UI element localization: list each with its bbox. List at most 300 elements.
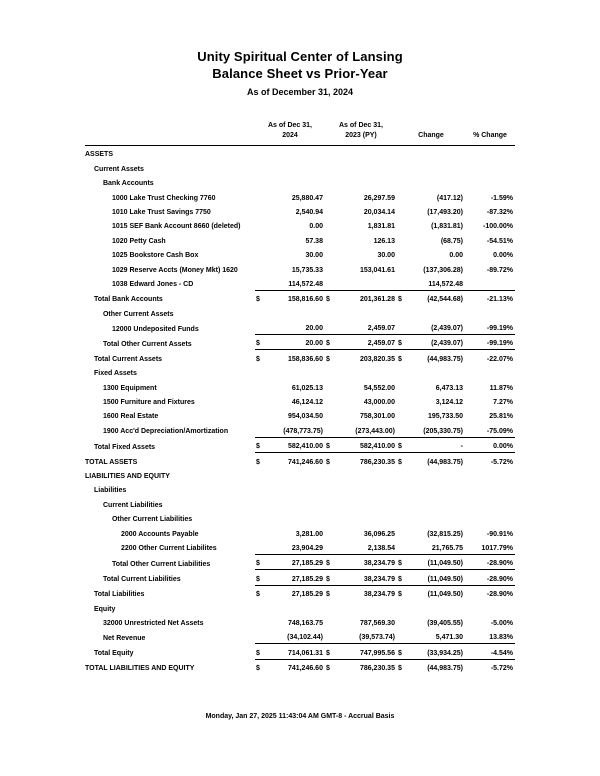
row-label: 1038 Edward Jones - CD — [111, 281, 194, 289]
column-header-prior-year — [325, 121, 397, 144]
row-label: ASSETS — [84, 151, 113, 159]
currency-symbol-prior-year: $ — [325, 290, 335, 305]
currency-symbol-change — [397, 204, 407, 218]
currency-symbol-change — [397, 600, 407, 614]
cell-change: - — [407, 437, 465, 452]
table-row — [85, 189, 515, 203]
cell-percent-change: -4.54% — [465, 644, 515, 659]
cell-percent-change: -28.90% — [465, 554, 515, 569]
cell-current-period — [265, 305, 325, 319]
cell-change: 0.00 — [449, 252, 463, 260]
cell-current-period — [265, 365, 325, 379]
table-row — [85, 350, 515, 365]
cell-percent-change: 0.00% — [493, 252, 513, 260]
currency-symbol-current-period — [255, 468, 265, 482]
currency-symbol-current-period: $ — [255, 290, 265, 305]
table-row — [85, 175, 515, 189]
currency-symbol-change — [397, 496, 407, 510]
cell-change: (39,405.55) — [427, 619, 463, 627]
cell-prior-year: 786,230.35 — [335, 659, 397, 674]
table-row — [85, 422, 515, 437]
cell-current-period: 741,246.60 — [265, 659, 325, 674]
currency-symbol-prior-year — [325, 160, 335, 174]
table-row — [85, 247, 515, 261]
row-label: Liabilities — [93, 487, 127, 495]
currency-symbol-prior-year — [325, 394, 335, 408]
currency-symbol-prior-year — [325, 175, 335, 189]
cell-change: 21,765.75 — [431, 544, 463, 552]
currency-symbol-current-period — [255, 189, 265, 203]
cell-change: 5,471.30 — [435, 634, 463, 642]
cell-prior-year — [335, 468, 397, 482]
currency-symbol-prior-year: $ — [325, 335, 335, 350]
currency-symbol-change: $ — [397, 570, 407, 585]
cell-current-period: 0.00 — [309, 223, 323, 231]
currency-symbol-prior-year — [325, 468, 335, 482]
currency-symbol-current-period — [255, 320, 265, 335]
currency-symbol-current-period: $ — [255, 554, 265, 569]
row-label: 1010 Lake Trust Savings 7750 — [111, 208, 211, 216]
currency-symbol-prior-year: $ — [325, 570, 335, 585]
cell-current-period: 20.00 — [305, 325, 323, 333]
row-label: Equity — [93, 605, 116, 613]
currency-symbol-current-period — [255, 482, 265, 496]
cell-percent-change — [465, 175, 515, 189]
cell-current-period — [265, 175, 325, 189]
cell-current-period: 30.00 — [305, 252, 323, 260]
cell-change: (68.75) — [440, 237, 463, 245]
cell-prior-year — [335, 305, 397, 319]
currency-symbol-change: $ — [397, 554, 407, 569]
column-header-prior-year-line2: 2023 (PY) — [345, 132, 377, 139]
cell-current-period: 20.00 — [265, 335, 325, 350]
currency-symbol-change — [397, 175, 407, 189]
currency-symbol-change — [397, 408, 407, 422]
currency-symbol-prior-year — [325, 600, 335, 614]
table-row — [85, 218, 515, 232]
currency-symbol-current-period — [255, 365, 265, 379]
cell-current-period: 2,540.94 — [295, 208, 323, 216]
cell-prior-year: 54,552.00 — [363, 384, 395, 392]
cell-prior-year — [335, 600, 397, 614]
table-row — [85, 511, 515, 525]
table-row — [85, 570, 515, 585]
currency-symbol-change — [397, 146, 407, 161]
row-label: 1020 Petty Cash — [111, 237, 166, 245]
currency-symbol-prior-year: $ — [325, 350, 335, 365]
row-label: Total Fixed Assets — [93, 443, 156, 451]
cell-percent-change — [465, 496, 515, 510]
currency-symbol-prior-year — [325, 379, 335, 393]
cell-prior-year: 38,234.79 — [335, 554, 397, 569]
currency-symbol-change: $ — [397, 290, 407, 305]
column-header-percent-change: % Change — [473, 132, 507, 139]
currency-symbol-change: $ — [397, 659, 407, 674]
cell-change: (44,983.75) — [407, 350, 465, 365]
cell-percent-change: -28.90% — [465, 570, 515, 585]
table-row — [85, 408, 515, 422]
row-label: 1000 Lake Trust Checking 7760 — [111, 194, 216, 202]
cell-prior-year: 2,459.07 — [335, 335, 397, 350]
table-row — [85, 554, 515, 569]
currency-symbol-current-period: $ — [255, 659, 265, 674]
cell-percent-change: -5.00% — [490, 619, 513, 627]
cell-current-period — [265, 468, 325, 482]
currency-symbol-prior-year: $ — [325, 453, 335, 468]
currency-symbol-current-period: $ — [255, 437, 265, 452]
currency-symbol-prior-year — [325, 232, 335, 246]
currency-symbol-change: $ — [397, 585, 407, 600]
cell-current-period: (478,773.75) — [283, 427, 323, 435]
cell-change: (11,049.50) — [407, 554, 465, 569]
company-name: Unity Spiritual Center of Lansing — [197, 49, 403, 64]
table-header — [85, 121, 515, 146]
cell-percent-change: -100.00% — [483, 223, 513, 231]
cell-change: 3,124.12 — [435, 399, 463, 407]
cell-change: (205,330.75) — [423, 427, 463, 435]
column-header-current-period-line1: As of Dec 31, — [268, 122, 312, 129]
cell-percent-change: -54.51% — [486, 237, 513, 245]
cell-percent-change — [465, 468, 515, 482]
currency-symbol-change — [397, 422, 407, 437]
currency-symbol-current-period — [255, 629, 265, 644]
table-row — [85, 394, 515, 408]
table-row — [85, 320, 515, 335]
cell-change: (137,306.28) — [423, 266, 463, 274]
cell-percent-change: -28.90% — [465, 585, 515, 600]
cell-percent-change: 7.27% — [493, 399, 513, 407]
column-header-current-period-line2: 2024 — [282, 132, 298, 139]
cell-prior-year: 2,138.54 — [367, 544, 395, 552]
currency-symbol-change — [397, 482, 407, 496]
column-header-label — [85, 121, 255, 144]
cell-change: (33,934.25) — [407, 644, 465, 659]
row-label: Total Other Current Liabilities — [111, 560, 211, 568]
table-row — [85, 335, 515, 350]
row-label: Total Current Assets — [93, 355, 163, 363]
table-row — [85, 615, 515, 629]
cell-prior-year: (273,443.00) — [355, 427, 395, 435]
table-row — [85, 204, 515, 218]
currency-symbol-change — [397, 305, 407, 319]
currency-symbol-prior-year — [325, 629, 335, 644]
currency-symbol-change — [397, 394, 407, 408]
cell-prior-year: 30.00 — [377, 252, 395, 260]
currency-symbol-current-period — [255, 305, 265, 319]
cell-percent-change: -90.91% — [486, 530, 513, 538]
row-label: Total Current Liabilities — [102, 576, 181, 584]
cell-change — [407, 305, 465, 319]
cell-change — [407, 482, 465, 496]
cell-current-period — [265, 160, 325, 174]
cell-prior-year: 582,410.00 — [335, 437, 397, 452]
cell-current-period: 61,025.13 — [291, 384, 323, 392]
currency-symbol-change — [397, 615, 407, 629]
cell-change: (44,983.75) — [407, 453, 465, 468]
cell-change: (1,831.81) — [431, 223, 463, 231]
currency-symbol-change — [397, 320, 407, 335]
report-footer: Monday, Jan 27, 2025 11:43:04 AM GMT-8 - Accrual Basis — [205, 713, 395, 720]
cell-current-period: 27,185.29 — [265, 585, 325, 600]
cell-prior-year: 758,301.00 — [359, 413, 395, 421]
cell-percent-change — [465, 276, 515, 291]
cell-prior-year — [335, 175, 397, 189]
cell-percent-change: 25.81% — [489, 413, 513, 421]
cell-change: (11,049.50) — [407, 585, 465, 600]
cell-percent-change: -89.72% — [486, 266, 513, 274]
currency-symbol-prior-year: $ — [325, 644, 335, 659]
cell-prior-year: 38,234.79 — [335, 570, 397, 585]
currency-symbol-change — [397, 525, 407, 539]
cell-percent-change — [465, 146, 515, 161]
currency-symbol-change — [397, 160, 407, 174]
cell-percent-change — [465, 482, 515, 496]
cell-change: (17,493.20) — [427, 208, 463, 216]
row-label: 1300 Equipment — [102, 384, 157, 392]
currency-symbol-prior-year — [325, 218, 335, 232]
table-row — [85, 453, 515, 468]
table-row — [85, 496, 515, 510]
row-label: Other Current Assets — [102, 310, 174, 318]
row-label: 2000 Accounts Payable — [120, 530, 199, 538]
currency-symbol-current-period: $ — [255, 570, 265, 585]
currency-symbol-current-period — [255, 218, 265, 232]
currency-symbol-prior-year — [325, 408, 335, 422]
cell-change: (11,049.50) — [407, 570, 465, 585]
currency-symbol-current-period — [255, 408, 265, 422]
currency-symbol-prior-year: $ — [325, 659, 335, 674]
currency-symbol-current-period: $ — [255, 350, 265, 365]
cell-percent-change: -87.32% — [486, 208, 513, 216]
currency-symbol-change — [397, 218, 407, 232]
currency-symbol-prior-year: $ — [325, 554, 335, 569]
row-label: TOTAL LIABILITIES AND EQUITY — [84, 665, 195, 673]
cell-change — [407, 175, 465, 189]
cell-percent-change: -1.59% — [490, 194, 513, 202]
currency-symbol-current-period — [255, 496, 265, 510]
table-row — [85, 585, 515, 600]
cell-prior-year: 126.13 — [373, 237, 395, 245]
column-header-prior-year-line1: As of Dec 31, — [339, 122, 383, 129]
cell-percent-change: 0.00% — [465, 437, 515, 452]
cell-prior-year: 203,820.35 — [335, 350, 397, 365]
cell-current-period: 158,816.60 — [265, 290, 325, 305]
currency-symbol-current-period — [255, 525, 265, 539]
currency-symbol-change: $ — [397, 437, 407, 452]
table-body — [85, 146, 515, 675]
cell-prior-year — [335, 511, 397, 525]
table-row — [85, 146, 515, 161]
column-header-change: Change — [418, 132, 444, 139]
cell-prior-year: 38,234.79 — [335, 585, 397, 600]
row-label: 1600 Real Estate — [102, 413, 159, 421]
table-row — [85, 160, 515, 174]
cell-change: (42,544.68) — [407, 290, 465, 305]
row-label: Current Liabilities — [102, 501, 163, 509]
cell-percent-change — [465, 600, 515, 614]
currency-symbol-change — [397, 189, 407, 203]
cell-prior-year: 20,034.14 — [363, 208, 395, 216]
table-row — [85, 659, 515, 674]
cell-percent-change: -22.07% — [465, 350, 515, 365]
cell-change: (2,439.07) — [431, 325, 463, 333]
row-label: 1025 Bookstore Cash Box — [111, 252, 199, 260]
row-label: Other Current Liabilities — [111, 516, 193, 524]
table-row — [85, 540, 515, 555]
cell-change: 114,572.48 — [428, 280, 463, 288]
cell-prior-year: 26,297.59 — [363, 194, 395, 202]
currency-symbol-current-period — [255, 247, 265, 261]
currency-symbol-change — [397, 232, 407, 246]
currency-symbol-current-period — [255, 540, 265, 555]
cell-current-period: 15,735.33 — [291, 266, 323, 274]
cell-current-period: 714,061.31 — [265, 644, 325, 659]
currency-symbol-current-period — [255, 175, 265, 189]
currency-symbol-prior-year — [325, 247, 335, 261]
currency-symbol-change: $ — [397, 644, 407, 659]
currency-symbol-current-period — [255, 232, 265, 246]
table-row — [85, 482, 515, 496]
row-label: 1029 Reserve Accts (Money Mkt) 1620 — [111, 266, 238, 274]
row-label: LIABILITIES AND EQUITY — [84, 472, 170, 480]
currency-symbol-current-period — [255, 615, 265, 629]
table-row — [85, 437, 515, 452]
row-label: Net Revenue — [102, 634, 146, 642]
cell-change — [407, 160, 465, 174]
row-label: 12000 Undeposited Funds — [111, 325, 199, 333]
report-as-of-date: As of December 31, 2024 — [246, 87, 354, 97]
row-label: Total Liabilities — [93, 591, 145, 599]
table-row — [85, 644, 515, 659]
currency-symbol-change: $ — [397, 453, 407, 468]
cell-current-period: 23,904.29 — [291, 544, 323, 552]
cell-prior-year: 1,831.81 — [367, 223, 395, 231]
row-label: Current Assets — [93, 165, 144, 173]
currency-symbol-current-period — [255, 146, 265, 161]
cell-prior-year: 36,096.25 — [363, 530, 395, 538]
table-row — [85, 305, 515, 319]
row-label: 32000 Unrestricted Net Assets — [102, 619, 204, 627]
currency-symbol-change — [397, 276, 407, 291]
cell-prior-year — [335, 482, 397, 496]
currency-symbol-prior-year — [325, 615, 335, 629]
currency-symbol-change — [397, 468, 407, 482]
cell-change — [407, 600, 465, 614]
currency-symbol-current-period: $ — [255, 644, 265, 659]
currency-symbol-change — [397, 261, 407, 275]
cell-prior-year — [335, 365, 397, 379]
cell-change — [407, 468, 465, 482]
cell-current-period: 741,246.60 — [265, 453, 325, 468]
cell-current-period: 158,836.60 — [265, 350, 325, 365]
currency-symbol-change — [397, 379, 407, 393]
currency-symbol-prior-year — [325, 204, 335, 218]
currency-symbol-prior-year — [325, 305, 335, 319]
currency-symbol-change — [397, 629, 407, 644]
cell-change — [407, 496, 465, 510]
cell-current-period: 748,163.75 — [287, 619, 323, 627]
cell-percent-change: -5.72% — [465, 659, 515, 674]
table-row — [85, 468, 515, 482]
currency-symbol-change: $ — [397, 350, 407, 365]
currency-symbol-current-period — [255, 394, 265, 408]
currency-symbol-change — [397, 511, 407, 525]
cell-change: 195,733.50 — [427, 413, 463, 421]
cell-current-period — [265, 600, 325, 614]
currency-symbol-current-period: $ — [255, 585, 265, 600]
cell-percent-change — [465, 365, 515, 379]
table-row — [85, 276, 515, 291]
currency-symbol-current-period — [255, 511, 265, 525]
currency-symbol-current-period — [255, 261, 265, 275]
currency-symbol-prior-year — [325, 365, 335, 379]
currency-symbol-current-period — [255, 276, 265, 291]
cell-current-period: 582,410.00 — [265, 437, 325, 452]
row-label: 2200 Other Current Liabilites — [120, 545, 217, 553]
currency-symbol-prior-year — [325, 276, 335, 291]
cell-current-period — [265, 482, 325, 496]
cell-percent-change: 13.83% — [489, 634, 513, 642]
cell-current-period: 25,880.47 — [291, 194, 323, 202]
cell-prior-year — [335, 496, 397, 510]
currency-symbol-current-period: $ — [255, 453, 265, 468]
cell-change: 6,473.13 — [435, 384, 463, 392]
cell-percent-change: -5.72% — [465, 453, 515, 468]
row-label: 1500 Furniture and Fixtures — [102, 399, 195, 407]
currency-symbol-current-period — [255, 600, 265, 614]
row-label: TOTAL ASSETS — [84, 458, 138, 466]
cell-change — [407, 511, 465, 525]
currency-symbol-current-period — [255, 204, 265, 218]
cell-current-period: (34,102.44) — [287, 634, 323, 642]
cell-current-period — [265, 511, 325, 525]
cell-percent-change: 11.87% — [489, 384, 513, 392]
cell-change — [407, 365, 465, 379]
currency-symbol-prior-year — [325, 525, 335, 539]
currency-symbol-prior-year — [325, 496, 335, 510]
currency-symbol-prior-year: $ — [325, 437, 335, 452]
currency-symbol-prior-year — [325, 482, 335, 496]
currency-symbol-current-period — [255, 379, 265, 393]
currency-symbol-prior-year: $ — [325, 585, 335, 600]
table-row — [85, 525, 515, 539]
row-label: Total Other Current Assets — [102, 340, 192, 348]
cell-prior-year: 747,995.56 — [335, 644, 397, 659]
table-row — [85, 261, 515, 275]
currency-symbol-change — [397, 247, 407, 261]
currency-symbol-current-period — [255, 422, 265, 437]
row-label: Total Bank Accounts — [93, 296, 163, 304]
report-title: Balance Sheet vs Prior-Year — [212, 66, 388, 81]
cell-prior-year: 201,361.28 — [335, 290, 397, 305]
cell-prior-year — [335, 146, 397, 161]
currency-symbol-prior-year — [325, 261, 335, 275]
cell-prior-year: (39,573.74) — [359, 634, 395, 642]
currency-symbol-current-period: $ — [255, 335, 265, 350]
table-row — [85, 232, 515, 246]
currency-symbol-change: $ — [397, 335, 407, 350]
cell-current-period: 57.38 — [305, 237, 323, 245]
cell-change: (44,983.75) — [407, 659, 465, 674]
table-row — [85, 629, 515, 644]
column-header-current-period — [255, 121, 325, 144]
balance-sheet-table — [85, 121, 515, 674]
row-label: 1900 Acc'd Depreciation/Amortization — [102, 428, 229, 436]
row-label: 1015 SEF Bank Account 8660 (deleted) — [111, 223, 241, 231]
cell-current-period — [265, 496, 325, 510]
cell-current-period: 954,034.50 — [287, 413, 323, 421]
cell-prior-year: 153,041.61 — [359, 266, 395, 274]
